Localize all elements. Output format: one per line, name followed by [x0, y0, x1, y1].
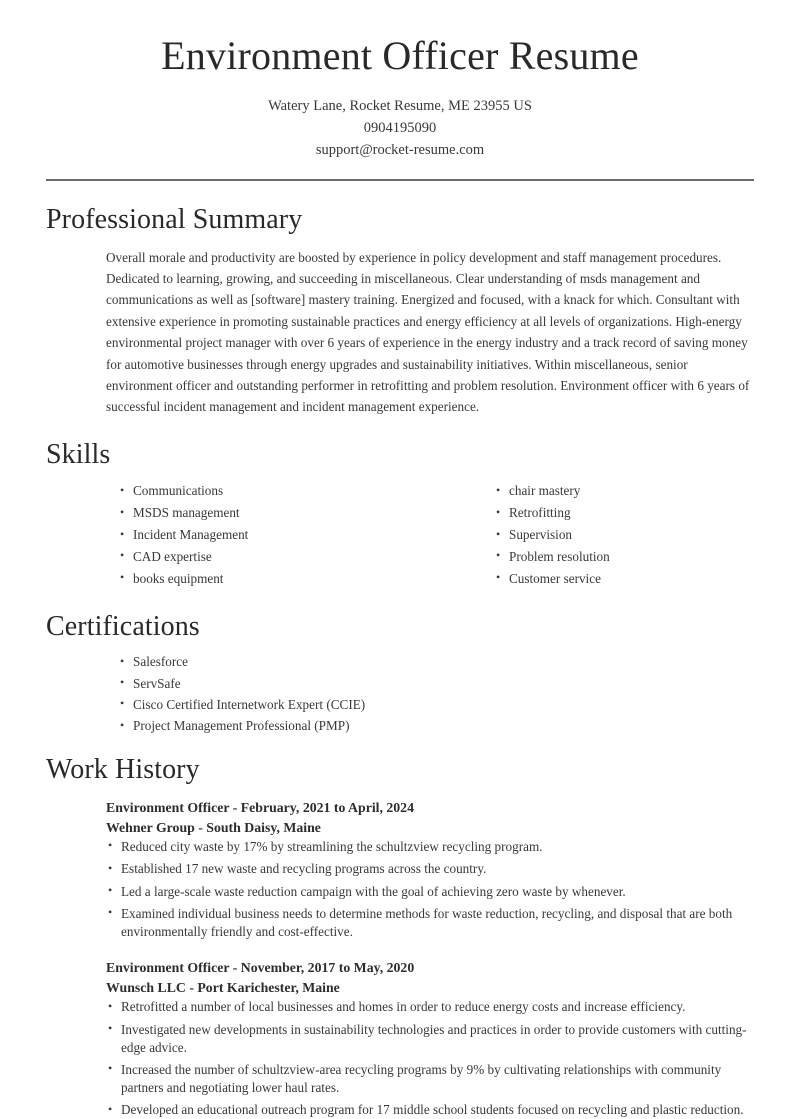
skills-list-2 — [494, 482, 754, 587]
list-item: • Customer service — [494, 570, 754, 588]
job-title: Environment Officer - February, 2021 to April, 2024 — [106, 799, 414, 815]
certifications-list — [118, 653, 754, 735]
list-item: • chair mastery — [494, 482, 754, 500]
list-item: • Increased the number of schultzview-area recycling programs by 9% by cultivating relationships with community partners and negotiating lower haul rates. — [106, 1061, 754, 1097]
skills-columns — [46, 482, 754, 591]
work-history-entry — [106, 958, 754, 1118]
list-item: • Salesforce — [118, 653, 754, 671]
summary-paragraph: Overall morale and productivity are boosted by experience in policy development and staff management procedures. Dedicated to learning, growing, and succeeding in miscellaneous. Clear understanding of msds management and communications as well as [software] mastery training. Energized and focused, with a knack for which. Consultant with extensive experience in promoting sustainable practices and energy efficiency at all levels of organizations. High-energy environmental project manager with over 6 years of experience in the energy industry and a track record of saving money for automotive businesses through energy upgrades and sustainability initiatives. Within miscellaneous, senior environment officer and outstanding performer in retrofitting and problem resolution. Environment officer with 6 years of successful incident management and incident management experience. — [106, 249, 750, 415]
list-item: • Incident Management — [118, 526, 436, 544]
skills-list-1 — [118, 482, 436, 587]
section-work-history — [46, 755, 754, 1119]
resume-header — [0, 0, 800, 161]
work-history-entry — [106, 798, 754, 941]
list-item: • Retrofitted a number of local businesses and homes in order to reduce energy costs and increase efficiency. — [106, 998, 754, 1016]
list-item: • Reduced city waste by 17% by streamlining the schultzview recycling program. — [106, 838, 754, 856]
list-item: • books equipment — [118, 570, 436, 588]
job-bullet-list — [106, 998, 754, 1118]
header-divider — [46, 179, 754, 181]
list-item: • Examined individual business needs to determine methods for waste reduction, recycling, and disposal that are both environmentally friendly and cost-effective. — [106, 905, 754, 941]
list-item: • MSDS management — [118, 504, 436, 522]
section-heading-certifications: Certifications — [46, 610, 200, 642]
job-company: Wehner Group - South Daisy, Maine — [106, 819, 321, 835]
skills-column-2 — [436, 482, 754, 591]
section-skills — [46, 440, 754, 592]
list-item: • ServSafe — [118, 675, 754, 693]
section-professional-summary — [46, 205, 754, 418]
list-item: • Communications — [118, 482, 436, 500]
job-title: Environment Officer - November, 2017 to May, 2020 — [106, 960, 415, 976]
section-heading-work-history: Work History — [46, 754, 200, 786]
list-item: • CAD expertise — [118, 548, 436, 566]
section-certifications — [46, 612, 754, 736]
page-title: Environment Officer Resume — [161, 33, 639, 78]
list-item: • Problem resolution — [494, 548, 754, 566]
list-item: • Supervision — [494, 526, 754, 544]
job-company: Wunsch LLC - Port Karichester, Maine — [106, 980, 340, 996]
list-item: • Investigated new developments in sustainability technologies and practices in order to provide customers with cutting-edge advice. — [106, 1021, 754, 1057]
list-item: • Cisco Certified Internetwork Expert (CCIE) — [118, 696, 754, 714]
list-item: • Project Management Professional (PMP) — [118, 717, 754, 735]
contact-address: Watery Lane, Rocket Resume, ME 23955 US — [268, 97, 532, 114]
list-item: • Established 17 new waste and recycling programs across the country. — [106, 860, 754, 878]
skills-column-1 — [118, 482, 436, 591]
list-item: • Retrofitting — [494, 504, 754, 522]
list-item: • Led a large-scale waste reduction campaign with the goal of achieving zero waste by whenever. — [106, 883, 754, 901]
section-heading-summary: Professional Summary — [46, 203, 303, 235]
contact-phone: 0904195090 — [363, 119, 437, 136]
work-history-list — [46, 798, 754, 1119]
section-heading-skills: Skills — [46, 438, 111, 470]
job-bullet-list — [106, 838, 754, 941]
contact-email: support@rocket-resume.com — [315, 141, 485, 158]
list-item: • Developed an educational outreach program for 17 middle school students focused on recycling and plastic reduction. — [106, 1101, 754, 1119]
